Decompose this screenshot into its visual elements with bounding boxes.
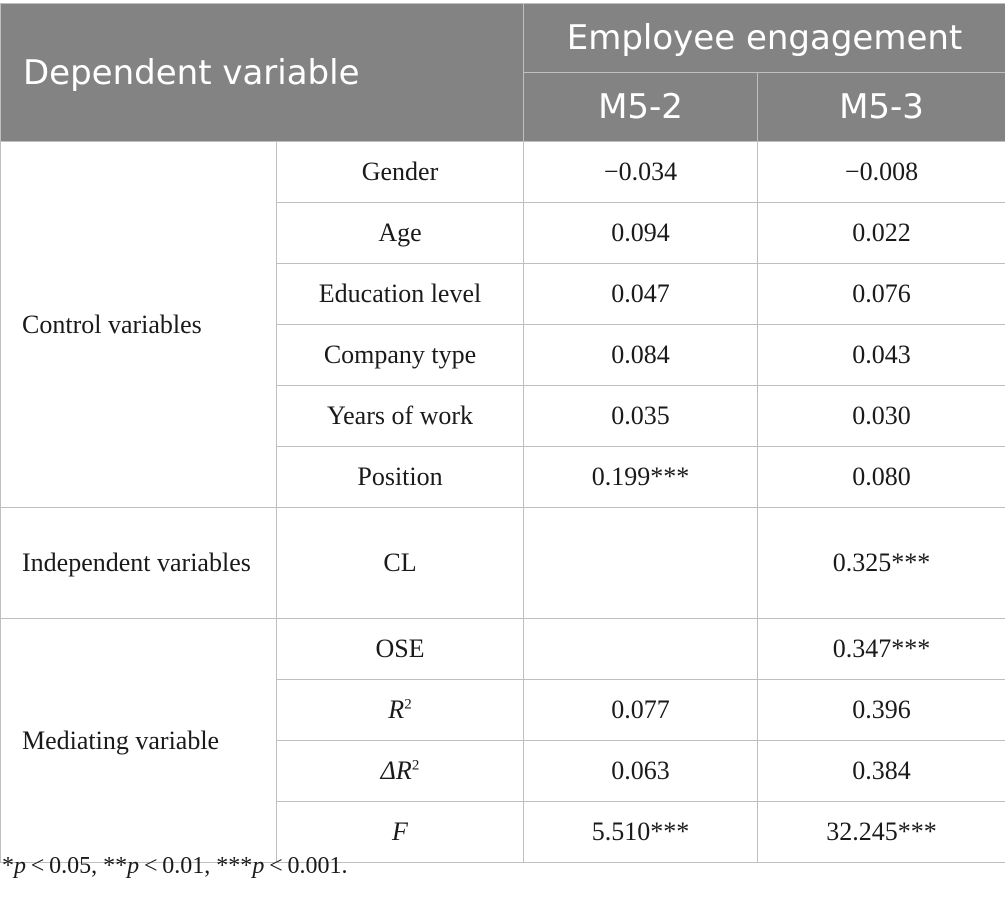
model-m5-3-header: M5-3: [758, 73, 1005, 142]
cell-m5-2: 0.094: [524, 203, 758, 264]
row-label-r-squared: $R^2$: [277, 680, 524, 741]
row-label-delta-r-squared: $\Delta R^2$: [277, 741, 524, 802]
row-label: Position: [277, 447, 524, 508]
significance-footnote: *p < 0.05, **p < 0.01, ***p < 0.001.: [2, 853, 348, 879]
cell-m5-3: 0.325***: [758, 508, 1005, 619]
cell-m5-3: 0.347***: [758, 619, 1005, 680]
cell-m5-3: −0.008: [758, 142, 1005, 203]
table-row: [1, 619, 1005, 680]
group-control-variables: Control variables: [1, 142, 277, 508]
cell-m5-2: [524, 508, 758, 619]
group-independent-variables: Independent variables: [1, 508, 277, 619]
cell-m5-3: 0.076: [758, 264, 1005, 325]
cell-m5-2: 0.047: [524, 264, 758, 325]
cell-m5-2: −0.034: [524, 142, 758, 203]
dependent-variable-header: Dependent variable: [1, 4, 524, 142]
cell-m5-3: 32.245***: [758, 802, 1005, 863]
row-label: Gender: [277, 142, 524, 203]
cell-m5-3: 0.022: [758, 203, 1005, 264]
cell-m5-3: 0.030: [758, 386, 1005, 447]
cell-m5-3: 0.396: [758, 680, 1005, 741]
row-label: Education level: [277, 264, 524, 325]
regression-table: [0, 3, 1005, 863]
cell-m5-2: 0.035: [524, 386, 758, 447]
row-label: Age: [277, 203, 524, 264]
row-label: OSE: [277, 619, 524, 680]
row-label: CL: [277, 508, 524, 619]
row-label: Company type: [277, 325, 524, 386]
group-mediating-variable: Mediating variable: [1, 619, 277, 863]
row-label: Years of work: [277, 386, 524, 447]
table-row: [1, 508, 1005, 619]
cell-m5-2: 0.077: [524, 680, 758, 741]
cell-m5-2: 0.063: [524, 741, 758, 802]
model-m5-2-header: M5-2: [524, 73, 758, 142]
cell-m5-3: 0.384: [758, 741, 1005, 802]
row-label-f: F: [277, 802, 524, 863]
cell-m5-3: 0.043: [758, 325, 1005, 386]
employee-engagement-header: Employee engagement: [524, 4, 1005, 73]
cell-m5-2: 5.510***: [524, 802, 758, 863]
cell-m5-2: 0.084: [524, 325, 758, 386]
cell-m5-3: 0.080: [758, 447, 1005, 508]
cell-m5-2: [524, 619, 758, 680]
table-row: [1, 142, 1005, 203]
cell-m5-2: 0.199***: [524, 447, 758, 508]
